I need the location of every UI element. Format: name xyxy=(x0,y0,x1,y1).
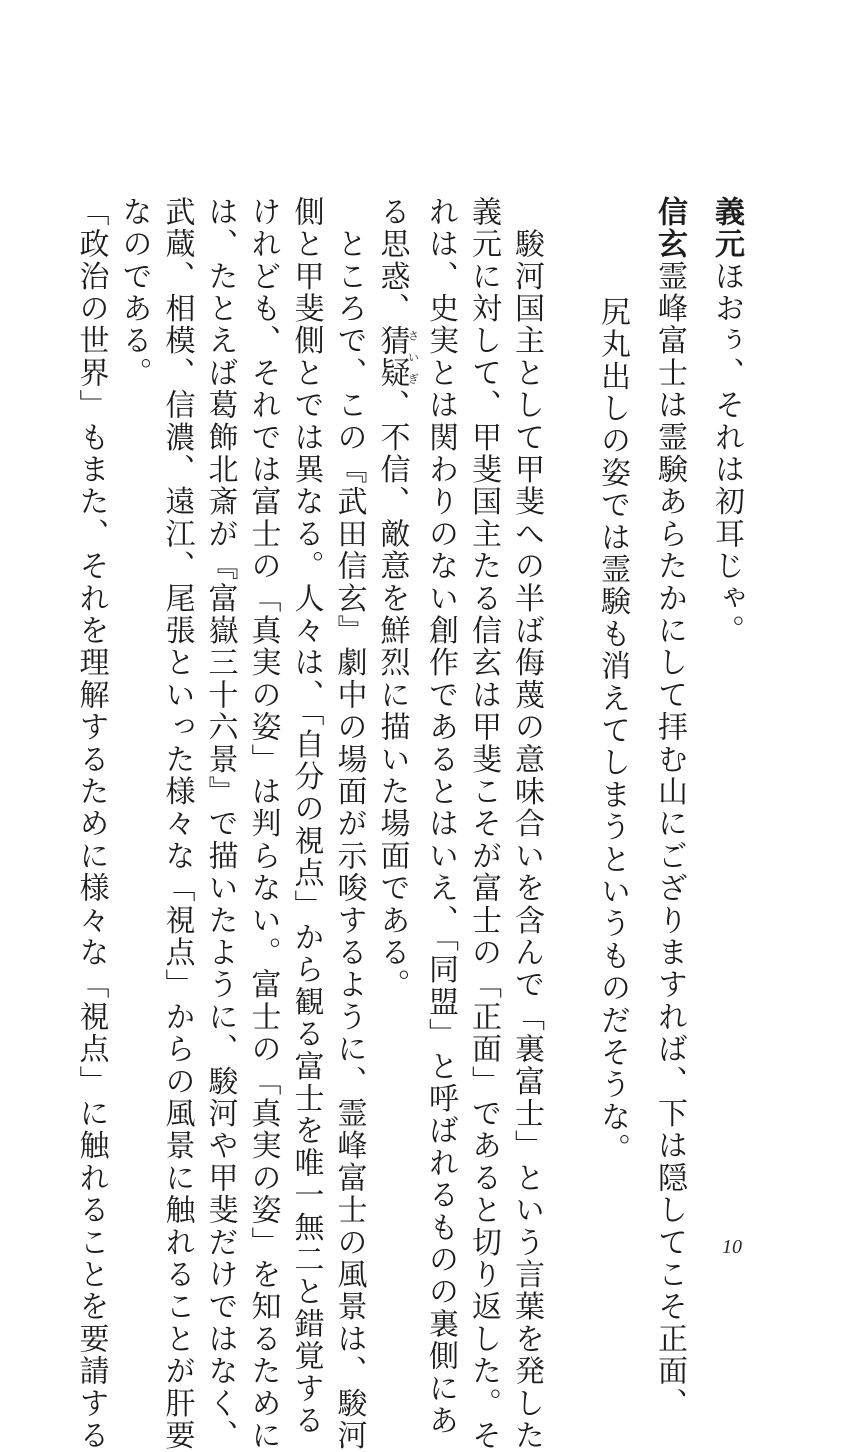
paragraph-line: 武蔵、相模、信濃、遠江、尾張といった様々な「視点」からの風景に触れることが肝要 xyxy=(159,196,195,1452)
paragraph-line: なのである。 xyxy=(116,196,152,390)
dialogue-continuation: 尻丸出しの姿では霊験も消えてしまうというものだそうな。 xyxy=(595,296,630,1166)
dialogue-line-yoshimoto xyxy=(691,196,748,1236)
paragraph-line xyxy=(505,196,548,1452)
ruby-annotation xyxy=(374,324,420,390)
paragraph-line: は、たとえば葛飾北斎が『富嶽三十六景』で描いたように、駿河や甲斐だけではなく、 xyxy=(202,196,238,1452)
ruby-reading: さいぎ xyxy=(406,324,420,390)
paragraph-line: 「政治の世界」もまた、それを理解するために様々な「視点」に触れることを要請する xyxy=(73,196,109,1452)
page-number: 10 xyxy=(722,1236,742,1258)
paragraph-line: 義元に対して、甲斐国主たる信玄は甲斐こそが富士の「正面」であると切り返した。そ xyxy=(466,196,501,1452)
paragraph-text: る思惑、 xyxy=(374,196,410,325)
paragraph-text: 、不信、敵意を鮮烈に描いた場面である。 xyxy=(374,389,410,1002)
paragraph-line: けれども、それでは富士の「真実の姿」は判らない。富士の「真実の姿」を知るために xyxy=(245,196,281,1452)
dialogue-text: ほおぅ、それは初耳じゃ。 xyxy=(709,260,744,647)
dialogue-line-shingen xyxy=(634,196,691,1420)
paragraph-line xyxy=(328,196,371,1452)
dialogue-text: 霊峰富士は霊験あらたかにして拝む山にござりますれば、下は隠してこそ正面、 xyxy=(652,260,687,1420)
paragraph-line: 側と甲斐側とでは異なる。人々は、「自分の視点」から観る富士を唯一無二と錯覚する xyxy=(288,196,324,1437)
paragraph-line xyxy=(371,196,420,1236)
speaker-name: 義元 xyxy=(709,196,744,261)
paragraph-text: 駿河国主として甲斐への半ば侮蔑の意味合いを含んで「裏富士」という言葉を発した xyxy=(509,228,544,1452)
paragraph-line: れは、史実とは関わりのない創作であるとはいえ、「同盟」と呼ばれるものの裏側にあ xyxy=(423,196,458,1437)
ruby-base: 猜疑 xyxy=(374,324,410,390)
paragraph-text: ところで、この『武田信玄』劇中の場面が示唆するように、霊峰富士の風景は、駿河 xyxy=(331,228,367,1452)
speaker-name: 信玄 xyxy=(652,196,687,261)
